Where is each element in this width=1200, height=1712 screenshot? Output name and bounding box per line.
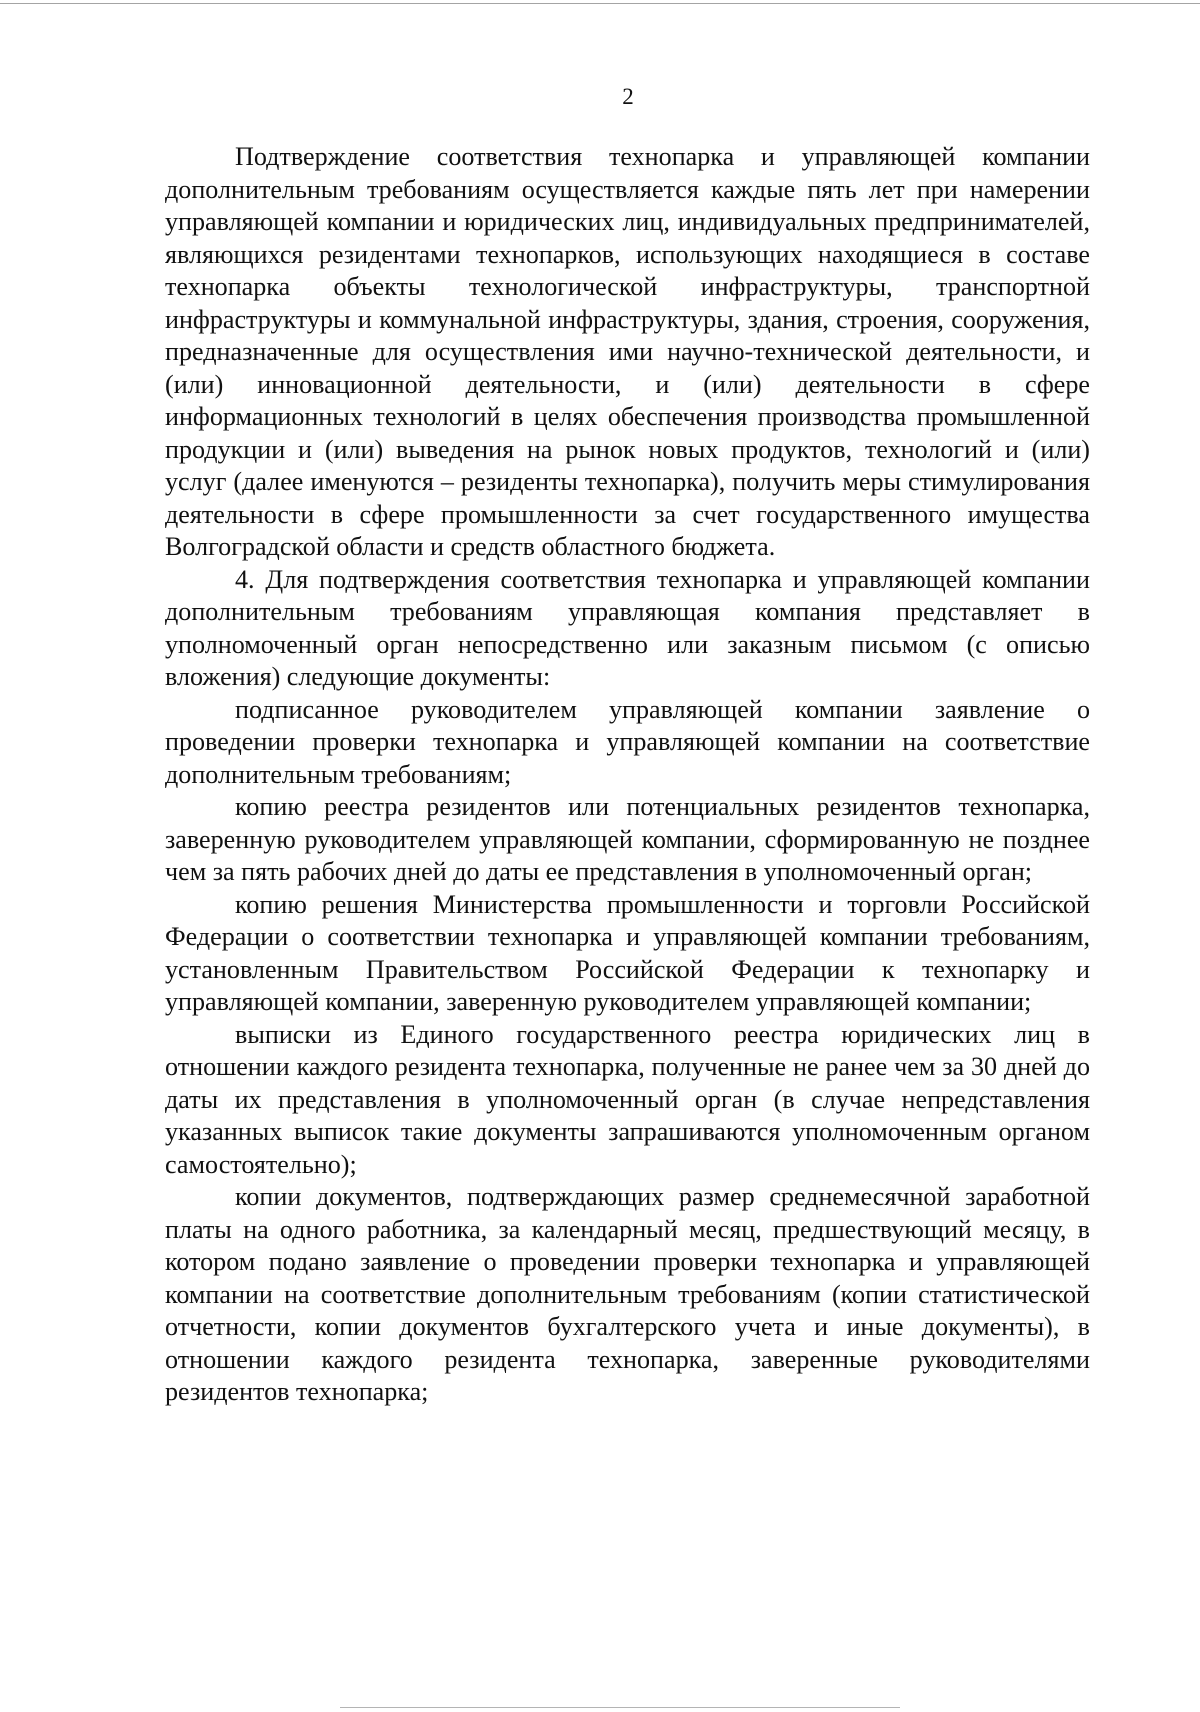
paragraph-item-4: 4. Для подтверждения соответствия технопарка и управляющей компании дополнительным требованиям управляющая компания представляет в уполномоченный орган непосредственно или заказным письмом (с описью вложения) следующие документы: (165, 564, 1090, 691)
paragraph-application: подписанное руководителем управляющей компании заявление о проведении проверки технопарка и управляющей компании на соответствие дополнительным требованиям; (165, 694, 1090, 789)
paragraph-egrul-extracts: выписки из Единого государственного реестра юридических лиц в отношении каждого резидента технопарка, полученные не ранее чем за 30 дней до даты их представления в уполномоченный орган (в случае непредставления указанных выписок такие документы запрашиваются уполномоченным органом самостоятельно); (165, 1019, 1090, 1179)
paragraph-confirmation-terms: Подтверждение соответствия технопарка и управляющей компании дополнительным требованиям осуществляется каждые пять лет при намерении управляющей компании и юридических лиц, индивидуальных предпринимателей, являющихся резидентами технопарков, использующих находящиеся в составе технопарка объекты технологической инфраструктуры, транспортной инфраструктуры и коммунальной инфраструктуры, здания, строения, сооружения, предназначенные для осуществления ими научно-технической деятельности, и (или) инновационной деятельности, и (или) деятельности в сфере информационных технологий в целях обеспечения производства промышленной продукции и (или) выведения на рынок новых продуктов, технологий и (или) услуг (далее именуются – резиденты технопарка), получить меры стимулирования деятельности в сфере промышленности за счет государственного имущества Волгоградской области и средств областного бюджета. (165, 142, 1090, 561)
document-body (165, 141, 1090, 1409)
paragraph-salary-documents: копии документов, подтверждающих размер среднемесячной заработной платы на одного работника, за календарный месяц, предшествующий месяцу, в котором подано заявление о проведении проверки технопарка и управляющей компании на соответствие дополнительным требованиям (копии статистической отчетности, копии документов бухгалтерского учета и иные документы), в отношении каждого резидента технопарка, заверенные руководителями резидентов технопарка; (165, 1182, 1090, 1406)
page-number: 2 (622, 84, 634, 109)
scan-edge-top-line (0, 3, 1200, 4)
paragraph-ministry-decision: копию решения Министерства промышленности и торговли Российской Федерации о соответствии технопарка и управляющей компании требованиям, установленным Правительством Российской Федерации к технопарку и управляющей компании, заверенную руководителем управляющей компании; (165, 889, 1090, 1016)
scan-edge-bottom-line (340, 1707, 900, 1708)
paragraph-residents-registry: копию реестра резидентов или потенциальных резидентов технопарка, заверенную руководителем управляющей компании, сформированную не позднее чем за пять рабочих дней до даты ее представления в уполномоченный орган; (165, 792, 1090, 886)
